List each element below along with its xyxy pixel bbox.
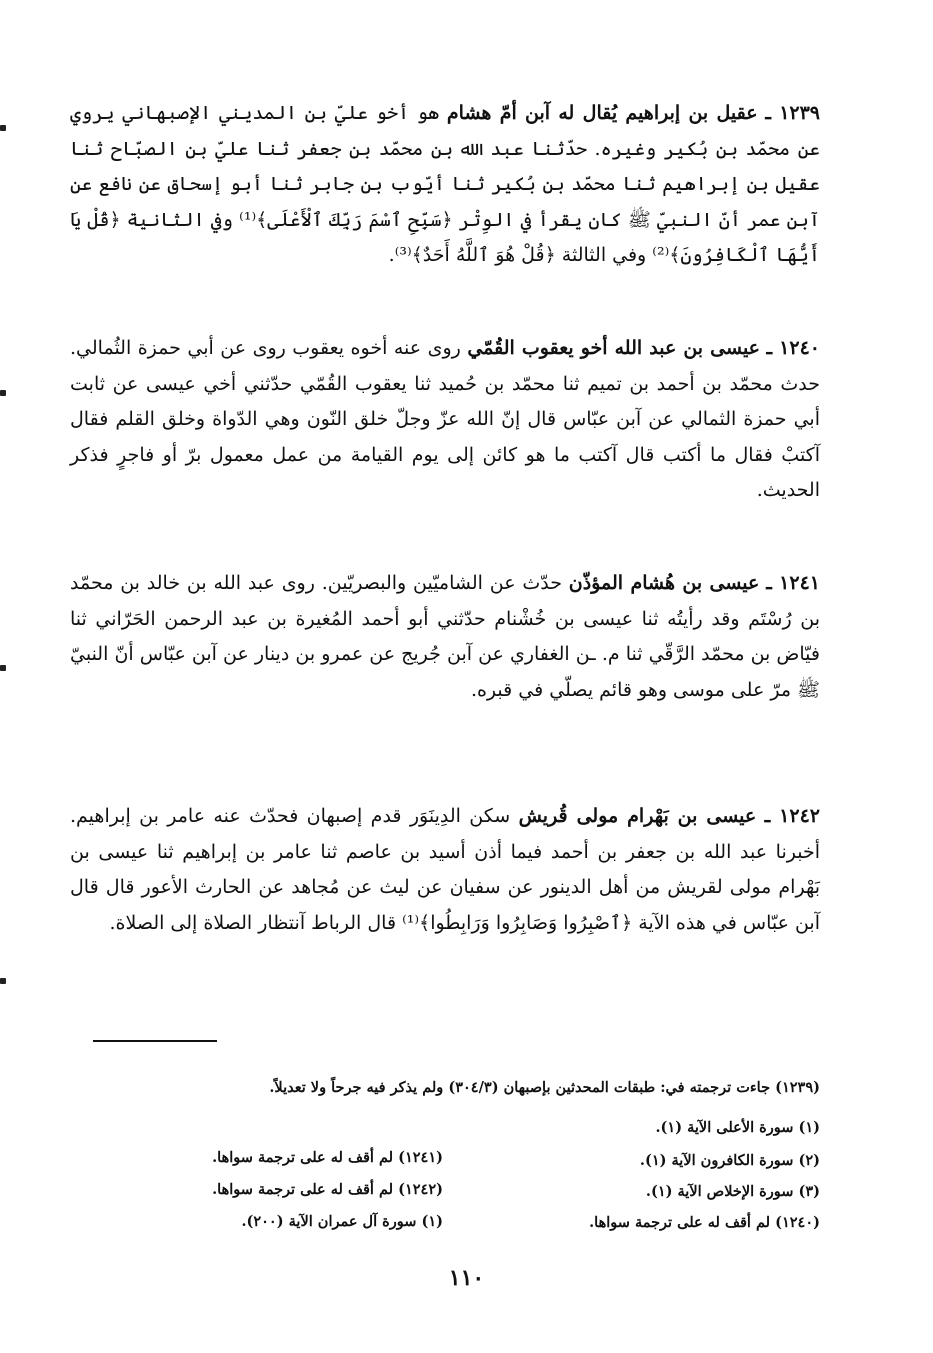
entry-text: سكن الدِينَوَر قدم إصبهان فحدّث عنه عامر بن إبراهيم. أخبرنا عبد الله بن جعفر بن أحمد فيما أذن أسيد بن عاصم ثنا عامر بن إبراهيم ثنا عيسى بن بَهْرام مولى لقريش من أهل الدينور عن سفيان عن ليث عن مُجاهد عن الحارث الأعور قال قال آبن عبّاس في هذه الآية ﴿ٱصْبِرُوا وَصَابِرُوا وَرَابِطُوا﴾⁽¹⁾ قال الرباط آنتظار الصلاة إلى الصلاة. xyxy=(70,805,820,934)
entry-paragraph xyxy=(70,566,820,708)
entry-text: روى عنه أخوه يعقوب روى عن أبي حمزة الثُمالي. حدث محمّد بن أحمد بن تميم ثنا محمّد بن حُميد ثنا يعقوب القُمّي حدّثني أخي عيسى عن ثابت أبي حمزة الثمالي عن آبن عبّاس قال إنّ الله عزّ وجلّ خلق النّون وهي الدّواة وخلق القلم فقال آكتبْ فقال ما أكتب قال آكتب ما هو كائن إلى يوم القيامة من عمل معمول برّ أو فاجرٍ فذكر الحديث. xyxy=(70,337,820,501)
entry-heading: عقيل بن إبراهيم يُقال له آبن أمّ هشام xyxy=(446,102,758,124)
scan-mark xyxy=(0,390,6,396)
entry-paragraph xyxy=(70,96,820,274)
footnote-1241: (١٢٤١) لم أقف له على ترجمة سواها. xyxy=(212,1149,443,1166)
footnote-1242: (١٢٤٢) لم أقف له على ترجمة سواها. xyxy=(212,1181,443,1198)
scan-mark xyxy=(0,665,6,671)
entry-heading: عيسى بن هُشام المؤذّن xyxy=(568,572,760,594)
page-number: ١١٠ xyxy=(448,1265,485,1291)
entry-number: ١٢٣٩ ـ xyxy=(765,102,821,124)
entry-number: ١٢٤٠ ـ xyxy=(766,337,820,359)
footnote-1: (١) سورة الأعلى الآية (١). xyxy=(655,1119,820,1136)
scan-mark xyxy=(0,125,6,131)
entry-1241 xyxy=(70,566,820,708)
footnote-1239: (١٢٣٩) جاءت ترجمته في: طبقات المحدثين بإصبهان (٣٠٤/٣) ولم يذكر فيه جرحاً ولا تعديلاً. xyxy=(269,1079,820,1096)
footnote-1240: (١٢٤٠) لم أقف له على ترجمة سواها. xyxy=(589,1214,820,1231)
entry-paragraph xyxy=(70,799,820,941)
scan-mark xyxy=(0,978,6,984)
entry-paragraph xyxy=(70,331,820,509)
footnote-divider xyxy=(93,1040,217,1042)
entry-heading: عيسى بن بَهْرام مولى قُريش xyxy=(518,805,757,827)
entry-number: ١٢٤٢ ـ xyxy=(764,805,820,827)
entry-number: ١٢٤١ ـ xyxy=(766,572,820,594)
entry-1242 xyxy=(70,799,820,941)
entry-text: هو أخو عليّ بن المديني الإصبهاني يروي عن محمّد بن بُكير وغيره. حدّثنا عبد الله بن محمّد بن جعفر ثنا عليّ بن الصبّاح ثنا عقيل بن إبراهيم ثنا محمّد بن بُكير ثنا أيّوب بن جابر ثنا أبو إسحاق عن نافع عن آبن عمر أنّ النبيّ ﷺ كان يقرأ في الوِتْر ﴿سَبِّحِ ٱسْمَ رَبِّكَ ٱلْأَعْلَى﴾⁽¹⁾ وفي الثانية ﴿قُلْ يَا أَيُّهَا ٱلْكَافِرُونَ﴾⁽²⁾ وفي الثالثة ﴿قُلْ هُوَ ٱللَّهُ أَحَدٌ﴾⁽³⁾. xyxy=(70,102,820,266)
footnote-2: (٢) سورة الكافرون الآية (١). xyxy=(639,1152,820,1169)
entry-text: حدّث عن الشاميّين والبصريّين. روى عبد الله بن خالد بن محمّد بن رُسْتَم وقد رأيتُه ثنا عيسى بن خُشْنام حدّثني أبو أحمد المُغيرة بن عبد الرحمن الحَرّاني ثنا فيّاض بن محمّد الرَّقّي ثنا م. ـن الغفاري عن آبن جُريج عن عمرو بن دينار عن آبن عبّاس أنّ النبيّ ﷺ مرّ على موسى وهو قائم يصلّي في قبره. xyxy=(70,572,820,701)
footnote-3: (٣) سورة الإخلاص الآية (١). xyxy=(645,1183,820,1200)
footnote-aal-imran: (١) سورة آل عمران الآية (٢٠٠). xyxy=(241,1213,443,1230)
entry-1240 xyxy=(70,331,820,509)
entry-1239 xyxy=(70,96,820,274)
entry-heading: عيسى بن عبد الله أخو يعقوب القُمّي xyxy=(467,337,761,359)
